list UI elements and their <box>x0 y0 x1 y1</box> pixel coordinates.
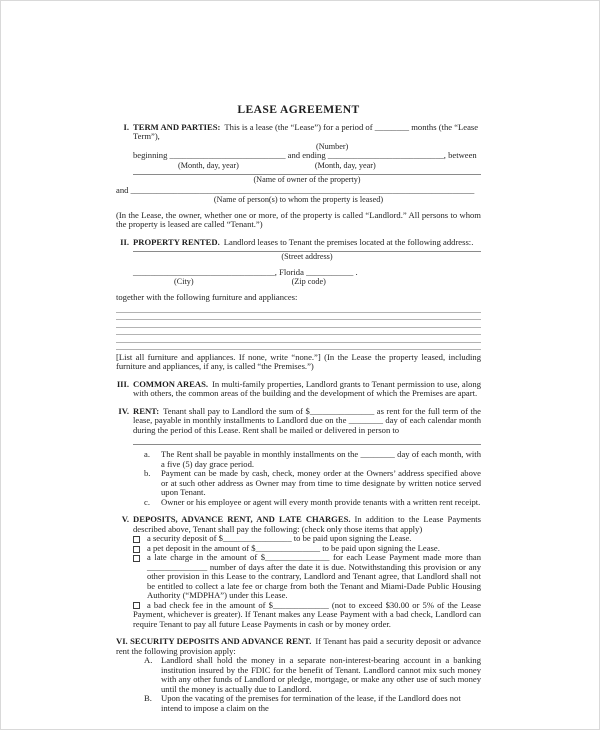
line-end-period: . <box>353 266 358 277</box>
street-address-caption: (Street address) <box>281 252 333 262</box>
section-2-intro: Landlord leases to Tenant the premises located at the following address:. <box>223 236 474 247</box>
month-caption-end: (Month, day, year) <box>314 160 376 170</box>
section-2-body <box>133 238 481 287</box>
furnishings-blank-line <box>116 335 481 342</box>
section-rent <box>116 407 481 508</box>
section-6-heading: VI. SECURITY DEPOSITS AND ADVANCE RENT. <box>116 636 312 647</box>
section-3-row <box>116 380 481 399</box>
tenant-name-line <box>116 186 481 196</box>
furnishings-blank-line <box>116 320 481 327</box>
month-caption-begin: (Month, day, year) <box>178 160 239 170</box>
section-2-number: II. <box>120 236 129 247</box>
landlord-tenant-definitions-note: (In the Lease, the owner, whether one or more, of the property is called “Landlord.” All persons to whom the property is leased are called “Tenant.”) <box>116 209 481 230</box>
section-1-number: I. <box>123 121 129 132</box>
late-charge-text: a late charge in the amount of $_______________ for each Lease Payment made more than ______________ number of days after the date it is due. Notwithstanding this provision or any other provision in this Lease to the contrary, Landlord and Tenant agree, that Landlord shall not be entitled to collect a late fee or charge from both the Tenant and Miami-Dade Public Housing Authority (“MDPHA”) under this Lease. <box>147 552 481 601</box>
rent-item-c-label: c. <box>144 496 150 507</box>
lease-dates-line: beginning ___________________________ and ending ___________________________, between <box>133 150 477 161</box>
security-deposit-text: a security deposit of $________________ to be paid upon signing the Lease. <box>147 533 412 544</box>
security-item-a <box>144 656 481 694</box>
furnishings-blank-line <box>116 313 481 320</box>
security-item-a-text: Landlord shall hold the money in a separate non-interest-bearing account in a banking institution insured by the FDIC for the benefit of Tenant. Landlord cannot mix such money with any other funds of Landlord or pledge, mortgage, or make any other use of such money until the money is actually due to Landlord. <box>161 655 481 694</box>
section-4-paragraph: Tenant shall pay to Landlord the sum of $_______________ as rent for the full term of the lease, payable in monthly installments to Landlord due on the ________ day of each calendar month during the period of this Lease. Rent shall be mailed or delivered in person to <box>133 405 481 435</box>
tenant-name-caption: (Name of person(s) to whom the property is leased) <box>213 195 384 205</box>
city-zip-captions-row <box>133 277 481 287</box>
section-4-heading: RENT: <box>133 405 160 416</box>
security-item-b <box>144 694 481 713</box>
section-security-deposits <box>116 637 481 713</box>
section-1-intro: This is a lease (the “Lease”) for a period of ________ months (the “Lease Term”), <box>133 121 479 141</box>
section-4-row <box>116 407 481 448</box>
section-3-text: In multi-family properties, Landlord grants to Tenant permission to use, along with others, the common areas of the building and the development of which the Premises are apart. <box>133 378 481 399</box>
pet-deposit-text: a pet deposit in the amount of $_______________ to be paid upon signing the Lease. <box>147 542 440 553</box>
rent-item-c <box>144 498 481 508</box>
page-title: LEASE AGREEMENT <box>237 103 360 116</box>
section-term-and-parties <box>116 123 481 230</box>
checkbox-icon <box>133 536 140 543</box>
section-3-body <box>133 380 481 399</box>
checkbox-icon <box>133 602 140 609</box>
section-deposits <box>116 515 481 629</box>
section-5-row <box>116 515 481 534</box>
city-blank: _________________________________ <box>133 266 275 277</box>
checkbox-icon <box>133 555 140 562</box>
number-caption: (Number) <box>316 141 349 151</box>
rent-item-b <box>144 469 481 498</box>
section-2-intro-line <box>133 238 481 248</box>
tenant-name-blank: ________________________________________________________________________________ <box>130 184 475 195</box>
section-common-areas <box>116 380 481 399</box>
rent-item-b-label: b. <box>144 468 151 479</box>
city-state-zip-line <box>133 268 481 278</box>
rent-item-a-text: The Rent shall be payable in monthly installments on the ________ day of each month, with a five (5) day grace period. <box>161 449 481 469</box>
section-5-number: V. <box>121 514 129 525</box>
tenant-line-prefix: and <box>116 184 129 195</box>
rent-item-c-text: Owner or his employee or agent will every month provide tenants with a written rent receipt. <box>161 496 481 507</box>
section-5-intro: In addition to the Lease Payments described above, Tenant shall pay the following: (check only those items that apply) <box>133 514 481 534</box>
furnishings-blank-line <box>116 306 481 313</box>
checkbox-item-late-charge <box>133 553 481 601</box>
rent-address-blank-line <box>133 435 481 445</box>
section-5-body <box>133 515 481 534</box>
section-1-heading: TERM AND PARTIES: <box>133 121 221 132</box>
security-item-b-label: B. <box>144 693 152 704</box>
checkbox-item-bad-check-fee <box>133 601 481 630</box>
furnishings-blank-line <box>116 328 481 335</box>
furnishings-intro: together with the following furniture and appliances: <box>116 292 298 303</box>
section-4-text <box>133 407 481 436</box>
section-3-number: III. <box>116 378 129 389</box>
section-property-rented <box>116 238 481 372</box>
zip-blank: ___________ <box>306 266 354 277</box>
section-4-number: IV. <box>118 405 129 416</box>
city-caption: (City) <box>174 277 194 287</box>
owner-name-caption: (Name of owner of the property) <box>253 175 361 185</box>
furnishings-list-blank-lines <box>116 306 481 350</box>
state-text: , Florida <box>274 266 307 277</box>
rent-item-a <box>144 450 481 469</box>
section-1-row <box>116 123 481 185</box>
section-2-row <box>116 238 481 287</box>
section-3-heading: COMMON AREAS. <box>133 378 209 389</box>
section-2-heading: PROPERTY RENTED. <box>133 236 220 247</box>
bad-check-fee-text: a bad check fee in the amount of $_____________ (not to exceed $30.00 or 5% of the Lease Payment, whichever is greater). If Tenant makes any Lease Payment with a bad check, Landlord can require Tenant to pay all future Lease Payments in cash or by money order. <box>133 599 481 629</box>
security-item-a-label: A. <box>144 655 153 666</box>
rent-item-a-label: a. <box>144 449 150 460</box>
section-5-heading: DEPOSITS, ADVANCE RENT, AND LATE CHARGES. <box>133 514 351 525</box>
furnishings-note: [List all furniture and appliances. If none, write “none.”] (In the Lease the property leased, including furniture and appliances, if any, is called “the Premises.”) <box>116 351 481 372</box>
security-item-b-text: Upon the vacating of the premises for termination of the lease, if the Landlord does not intend to impose a claim on the <box>161 693 461 713</box>
month-captions-row <box>133 161 481 171</box>
checkbox-icon <box>133 546 140 553</box>
section-4-body <box>133 407 481 448</box>
rent-item-b-text: Payment can be made by cash, check, money order at the Owners’ address specified above or at such other address as Owner may from time to time designate by written notice served upon Tenant. <box>161 468 481 498</box>
section-1-body <box>133 123 481 185</box>
section-6-intro-line <box>116 637 481 656</box>
section-1-intro-line <box>133 123 481 142</box>
furnishings-blank-line <box>116 343 481 350</box>
section-6-intro: If Tenant has paid a security deposit or advance rent the following provision apply: <box>116 636 481 656</box>
page-content <box>116 105 481 713</box>
zip-caption: (Zip code) <box>291 277 326 287</box>
